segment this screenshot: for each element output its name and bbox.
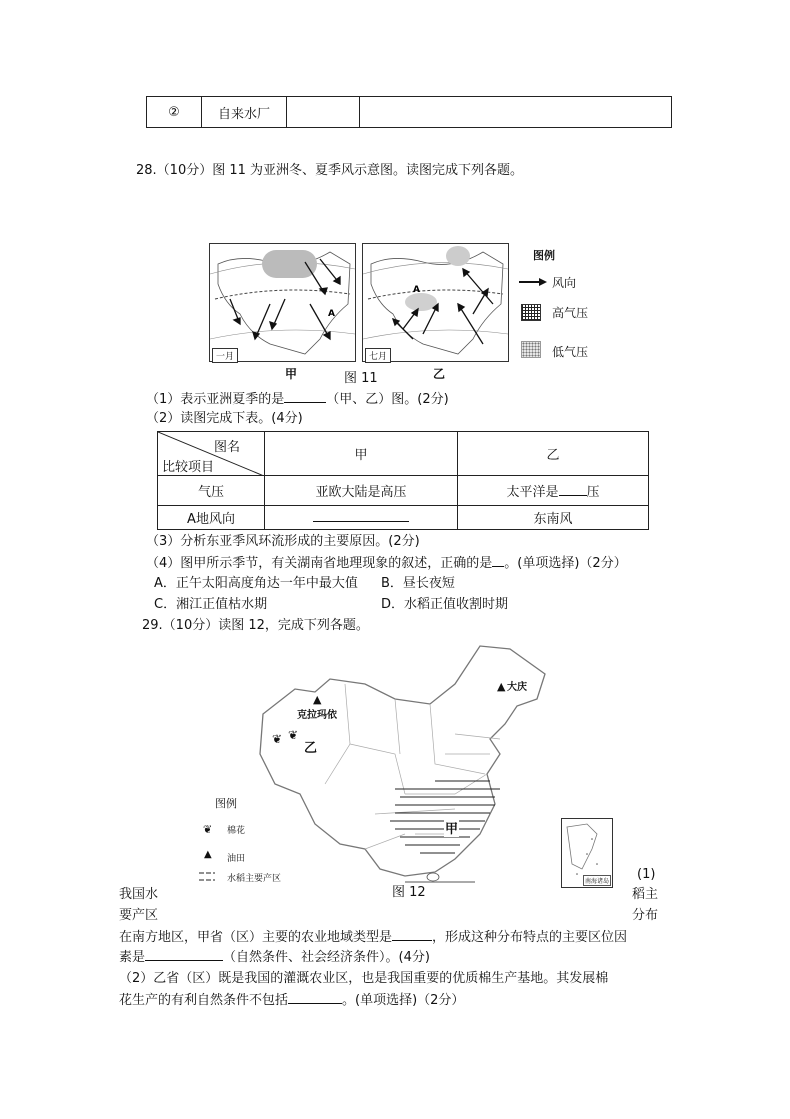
legend-high-label: 高气压 bbox=[552, 306, 589, 320]
q29-p1-num: (1) bbox=[637, 867, 656, 882]
q28-table-row2-blank[interactable] bbox=[313, 509, 409, 522]
china-map-karamay: 克拉玛依 bbox=[297, 710, 337, 721]
china-map-daqing: 大庆 bbox=[507, 682, 527, 693]
top-table bbox=[146, 96, 672, 128]
q28-table-row1-yi-b: 压 bbox=[586, 485, 600, 500]
q28-p3: （3）分析东亚季风环流形成的主要原因。(2分) bbox=[146, 534, 420, 549]
q29-title: 29.（10分）读图 12，完成下列各题。 bbox=[142, 618, 369, 633]
cotton-icon-2: ❦ bbox=[288, 728, 299, 742]
legend-cotton-icon: ❦ bbox=[203, 823, 213, 836]
top-table-cell4 bbox=[360, 97, 672, 128]
fig11-legend-title: 图例 bbox=[533, 249, 555, 262]
q28-p4-blank[interactable] bbox=[492, 554, 504, 567]
q29-p1-blank2[interactable] bbox=[145, 948, 223, 961]
top-table-name: 自来水厂 bbox=[202, 97, 287, 128]
q28-p4 bbox=[146, 554, 627, 573]
q28-p4-b: 。(单项选择)（2分） bbox=[504, 556, 627, 571]
map-jia-label: 甲 bbox=[285, 367, 298, 381]
legend-cotton-label: 棉花 bbox=[227, 826, 246, 836]
q28-opt-c[interactable]: C．湘江正值枯水期 bbox=[154, 597, 268, 612]
legend-rice-icon bbox=[199, 869, 215, 889]
q29-p1-blank1[interactable] bbox=[392, 928, 432, 941]
map-yi-drawing bbox=[363, 244, 508, 361]
legend-low-label: 低气压 bbox=[552, 345, 589, 359]
q28-opt-b[interactable]: B．昼长夜短 bbox=[381, 576, 455, 591]
q28-p1 bbox=[146, 390, 449, 409]
q28-table-diag-header bbox=[158, 432, 265, 476]
q29-p1-l3-b: ，形成这种分布特点的主要区位因 bbox=[432, 930, 628, 945]
cotton-icon-1: ❦ bbox=[272, 732, 283, 746]
legend-low-swatch bbox=[521, 341, 541, 358]
q28-p1-a: （1）表示亚洲夏季的是 bbox=[146, 392, 285, 407]
q29-p1-l3 bbox=[119, 928, 627, 947]
q28-p1-b: （甲、乙）图。(2分) bbox=[326, 392, 449, 407]
q28-table-row1-yi bbox=[458, 476, 649, 506]
china-map-jia: 甲 bbox=[444, 818, 459, 837]
q29-p1-l4 bbox=[119, 948, 430, 967]
q29-p1-l1-b: 稻主 bbox=[632, 887, 659, 902]
map-yi bbox=[362, 243, 509, 362]
q29-p2-blank[interactable] bbox=[288, 991, 342, 1004]
q28-p2: （2）读图完成下表。(4分) bbox=[146, 411, 303, 426]
legend-oil-label: 油田 bbox=[227, 854, 246, 864]
legend-oil-icon: ▲ bbox=[204, 849, 212, 860]
q28-table-row2-yi: 东南风 bbox=[458, 506, 649, 530]
oil-icon-karamay: ▲ bbox=[313, 693, 322, 706]
legend-wind-label: 风向 bbox=[552, 276, 577, 290]
top-table-cell3 bbox=[287, 97, 360, 128]
q29-p1-l2-a: 要产区 bbox=[119, 908, 159, 923]
q28-table-row1-yi-a: 太平洋是 bbox=[506, 485, 559, 500]
china-map bbox=[255, 644, 555, 884]
legend-high-swatch bbox=[521, 304, 541, 321]
map-jia-month: 一月 bbox=[212, 348, 238, 363]
q29-p1-l4-a: 素是 bbox=[119, 950, 146, 965]
map-jia-drawing bbox=[210, 244, 355, 361]
q28-opt-d[interactable]: D．水稻正值收割时期 bbox=[381, 597, 509, 612]
q28-compare-table bbox=[157, 431, 649, 530]
q29-p1-l4-b: （自然条件、社会经济条件）。(4分) bbox=[223, 950, 430, 965]
q28-table-row2-jia bbox=[265, 506, 458, 530]
fig12-legend-title: 图例 bbox=[215, 797, 237, 810]
china-map-yi: 乙 bbox=[304, 741, 318, 756]
q28-opt-a[interactable]: A．正午太阳高度角达一年中最大值 bbox=[154, 576, 358, 591]
top-table-num: ② bbox=[147, 97, 202, 128]
map-yi-label: 乙 bbox=[433, 367, 446, 381]
q28-title: 28.（10分）图 11 为亚洲冬、夏季风示意图。读图完成下列各题。 bbox=[136, 163, 524, 178]
q28-table-diag-top: 图名 bbox=[213, 440, 240, 455]
q28-table-row1-jia: 亚欧大陆是高压 bbox=[265, 476, 458, 506]
q28-table-col-jia: 甲 bbox=[265, 432, 458, 476]
q29-p2-l2-a: 花生产的有利自然条件不包括 bbox=[119, 993, 289, 1008]
fig11-caption: 图 11 bbox=[344, 371, 378, 386]
q28-table-diag-bottom: 比较项目 bbox=[162, 460, 215, 475]
q28-p4-a: （4）图甲所示季节，有关湖南省地理现象的叙述，正确的是 bbox=[146, 556, 493, 571]
legend-arrow-icon bbox=[519, 276, 547, 291]
q29-p1-l2-b: 分布 bbox=[632, 908, 659, 923]
q29-p2-l2-b: 。(单项选择)（2分） bbox=[342, 993, 465, 1008]
map-jia-point-a: A bbox=[328, 309, 335, 319]
q29-p1-l3-a: 在南方地区，甲省（区）主要的农业地域类型是 bbox=[119, 930, 393, 945]
inset-south-china-sea bbox=[561, 818, 613, 888]
q28-table-row2-label: A地风向 bbox=[158, 506, 265, 530]
map-yi-point-a: A bbox=[413, 285, 420, 295]
fig12-caption: 图 12 bbox=[392, 885, 426, 900]
legend-rice-label: 水稻主要产区 bbox=[227, 874, 282, 884]
q29-p2-l2 bbox=[119, 991, 464, 1010]
oil-icon-daqing: ▲ bbox=[497, 680, 506, 693]
q28-table-row1-blank[interactable] bbox=[559, 483, 587, 496]
q28-table-col-yi: 乙 bbox=[458, 432, 649, 476]
map-jia bbox=[209, 243, 356, 362]
q28-p1-blank[interactable] bbox=[284, 390, 326, 403]
q28-table-row1-label: 气压 bbox=[158, 476, 265, 506]
q29-p1-l1-a: 我国水 bbox=[119, 887, 159, 902]
inset-label: 南海诸岛 bbox=[583, 875, 611, 886]
map-yi-month: 七月 bbox=[365, 348, 391, 363]
q29-p2-l1: （2）乙省（区）既是我国的灌溉农业区，也是我国重要的优质棉生产基地。其发展棉 bbox=[119, 971, 609, 986]
